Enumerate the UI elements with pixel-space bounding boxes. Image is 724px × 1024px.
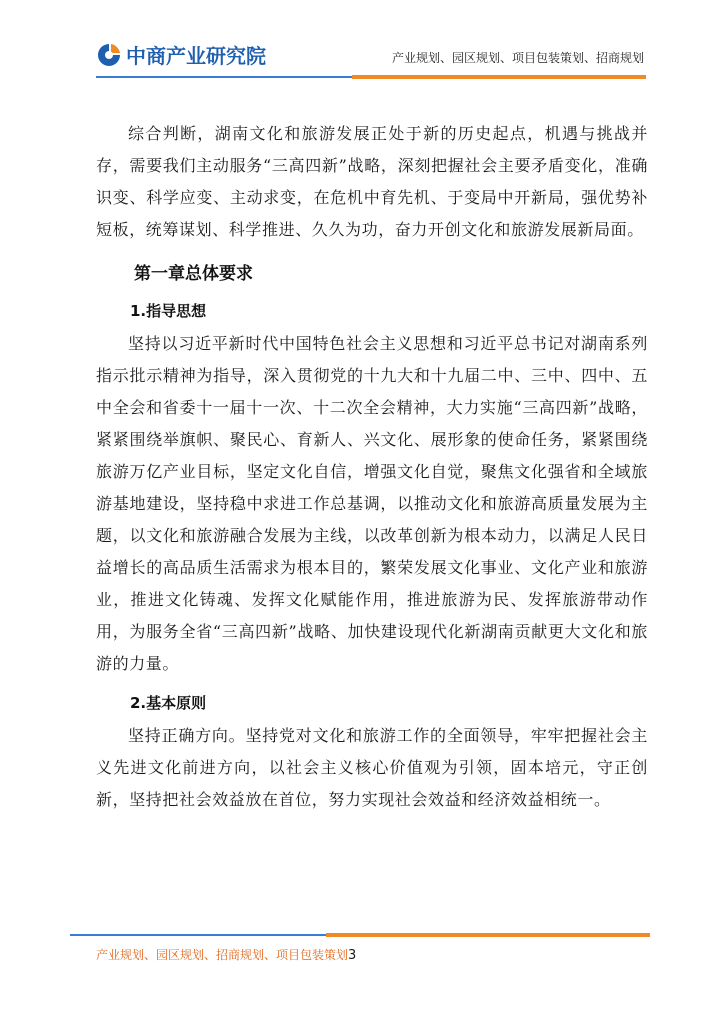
document-body [96, 118, 648, 816]
logo-mark-icon [96, 42, 122, 68]
logo [96, 40, 266, 69]
page-number: 3 [348, 948, 357, 963]
intro-paragraph: 综合判断，湖南文化和旅游发展正处于新的历史起点，机遇与挑战并存，需要我们主动服务“三高四新”战略，深刻把握社会主要矛盾变化，准确识变、科学应变、主动求变，在危机中育先机、于变局中开新局，强优势补短板，统筹谋划、科学推进、久久为功，奋力开创文化和旅游发展新局面。 [96, 124, 648, 239]
footer-divider-orange [326, 933, 650, 937]
page-footer [96, 946, 356, 963]
guiding-ideology-paragraph: 坚持以习近平新时代中国特色社会主义思想和习近平总书记对湖南系列指示批示精神为指导，深入贯彻党的十九大和十九届二中、三中、四中、五中全会和省委十一届十一次、十二次全会精神，大力实施“三高四新”战略，紧紧围绕举旗帜、聚民心、育新人、兴文化、展形象的使命任务，紧紧围绕旅游万亿产业目标，坚定文化自信，增强文化自觉，聚焦文化强省和全域旅游基地建设，坚持稳中求进工作总基调，以推动文化和旅游高质量发展为主题，以文化和旅游融合发展为主线，以改革创新为根本动力，以满足人民日益增长的高品质生活需求为根本目的，繁荣发展文化事业、文化产业和旅游业，推进文化铸魂、发挥文化赋能作用，推进旅游为民、发挥旅游带动作用，为服务全省“三高四新”战略、加快建设现代化新湖南贡献更大文化和旅游的力量。 [96, 334, 648, 673]
logo-text: 中商产业研究院 [126, 44, 266, 68]
section-title-guiding-ideology: 1.指导思想 [130, 302, 207, 320]
header-tagline: 产业规划、园区规划、项目包装策划、招商规划 [391, 51, 644, 65]
footer-divider-blue [70, 934, 326, 936]
page-header [0, 0, 724, 90]
header-divider-orange [352, 75, 646, 79]
section-title-basic-principles: 2.基本原则 [130, 694, 207, 712]
basic-principles-paragraph: 坚持正确方向。坚持党对文化和旅游工作的全面领导，牢牢把握社会主义先进文化前进方向，以社会主义核心价值观为引领，固本培元，守正创新，坚持把社会效益放在首位，努力实现社会效益和经济效益相统一。 [96, 726, 648, 809]
footer-text: 产业规划、园区规划、招商规划、项目包装策划 [96, 948, 349, 962]
chapter-title: 第一章总体要求 [134, 264, 253, 284]
header-divider-blue [96, 76, 352, 78]
